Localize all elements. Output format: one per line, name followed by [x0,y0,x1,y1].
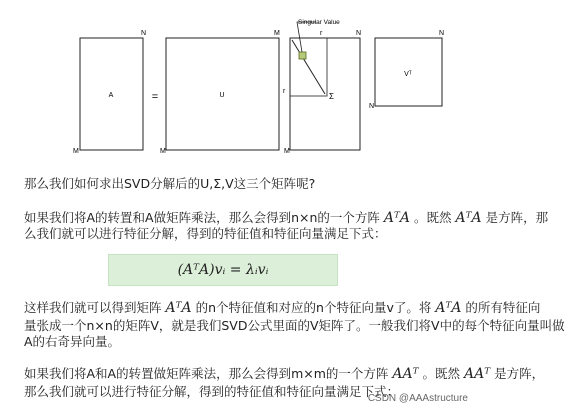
sigma-n-label: N [356,30,362,37]
paragraph-aat-line1 [24,364,544,384]
matrix-vt-label: Vᵀ [404,71,412,78]
matrix-a-m-label: M [73,148,79,155]
math-aat: AAᵀ [464,366,491,382]
text-segment: 如果我们将A和A的转置做矩阵乘法，那么会得到m×m的一个方阵 [24,366,389,381]
text-segment: 如果我们将A的转置和A做矩阵乘法，那么会得到n×n的一个方阵 [24,210,380,225]
math-ata: AᵀA [165,300,192,316]
sigma-r-top-label: r [320,30,323,37]
paragraph-v-line2: 量张成一个n×n的矩阵V，就是我们SVD公式里面的V矩阵了。一般我们将V中的每个特征向量叫做 [24,318,565,333]
matrix-u-label: U [219,92,225,99]
matrix-vt-n-side-label: N [369,103,375,110]
math-ata: AᵀA [435,300,462,316]
csdn-watermark: CSDN @AAAstructure [367,393,468,404]
text-segment: 。既然 [414,210,452,225]
math-aat: AAᵀ [392,366,419,382]
paragraph-v-line1 [24,298,540,318]
svd-diagram [0,0,474,175]
text-segment: 是方阵，那 [485,210,549,225]
matrix-vt-n-label: N [439,30,445,37]
matrix-u-n-label: M [274,30,280,37]
equals-sign: = [151,91,159,103]
paragraph-ata-line2: 么我们就可以进行特征分解，得到的特征值和特征向量满足下式： [24,226,387,241]
sigma-m-label: M [284,148,290,155]
paragraph-aat-line2: 那么我们就可以进行特征分解，得到的特征值和特征向量满足下式： [24,384,400,399]
text-segment: 是方阵， [494,366,545,381]
text-segment: 这样我们就可以得到矩阵 [24,300,162,315]
math-ata: AᵀA [455,210,482,226]
matrix-a-label: A [108,92,114,99]
text-segment: 。既然 [422,366,461,381]
math-ata: AᵀA [383,210,411,226]
sigma-label: Σ [329,92,334,101]
matrix-u-m-label: M [160,148,166,155]
sigma-r-side-label: r [283,88,286,95]
text-segment: 的n个特征值和对应的n个特征向量v了。将 [195,300,432,315]
question-paragraph: 那么我们如何求出SVD分解后的U,Σ,V这三个矩阵呢? [24,176,316,191]
formula-box [108,254,338,286]
matrix-a-n-label: N [141,30,147,37]
text-segment: 的所有特征向 [465,300,541,315]
paragraph-v-line3: A的右奇异向量。 [24,334,121,349]
singular-value-marker [299,52,306,59]
eigen-formula: (AᵀA)vᵢ = λᵢvᵢ [177,262,269,278]
singular-value-label: Singular Value [298,19,340,26]
